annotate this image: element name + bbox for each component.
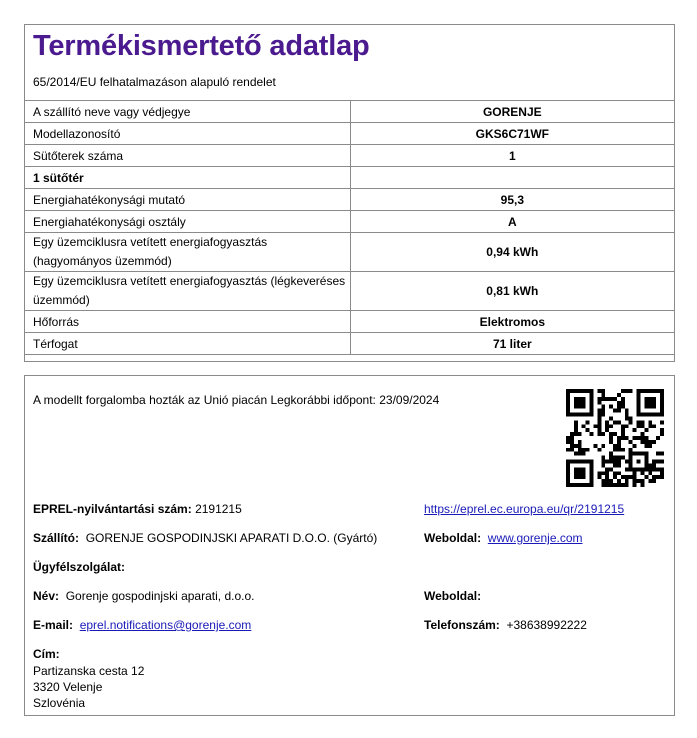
eprel-label: EPREL-nyilvántartási szám: bbox=[33, 502, 192, 516]
row-value: 71 liter bbox=[350, 333, 674, 355]
customer-service-heading: Ügyfélszolgálat: bbox=[33, 560, 126, 574]
table-row bbox=[25, 101, 675, 123]
row-value: GKS6C71WF bbox=[350, 123, 674, 145]
row-label: Modellazonosító bbox=[25, 123, 351, 145]
row-label: Energiahatékonysági osztály bbox=[25, 211, 351, 233]
phone-line bbox=[424, 618, 587, 632]
name-value: Gorenje gospodinjski aparati, d.o.o. bbox=[65, 589, 255, 603]
row-value bbox=[350, 167, 674, 189]
address-line: 3320 Velenje bbox=[33, 680, 103, 694]
row-value: Elektromos bbox=[350, 311, 674, 333]
row-label: Hőforrás bbox=[25, 311, 351, 333]
section-label: 1 sütőtér bbox=[25, 167, 351, 189]
contact-name-line bbox=[33, 589, 254, 603]
eprel-number bbox=[33, 502, 242, 516]
table-row bbox=[25, 233, 675, 272]
website-label: Weboldal: bbox=[424, 531, 482, 545]
row-label: Térfogat bbox=[25, 333, 351, 355]
table-row bbox=[25, 311, 675, 333]
email-line bbox=[33, 618, 251, 632]
table-row bbox=[25, 211, 675, 233]
website-line bbox=[424, 531, 583, 545]
row-label: Sütőterek száma bbox=[25, 145, 351, 167]
address-block bbox=[33, 663, 144, 711]
row-value: 0,94 kWh bbox=[350, 233, 674, 272]
row-value: A bbox=[350, 211, 674, 233]
address-line: Partizanska cesta 12 bbox=[33, 664, 145, 678]
phone-value: +38638992222 bbox=[506, 618, 587, 632]
eprel-value: 2191215 bbox=[195, 502, 242, 516]
row-label-line1: Egy üzemciklusra vetített energiafogyasztás bbox=[33, 235, 268, 249]
row-label: Energiahatékonysági mutató bbox=[25, 189, 351, 211]
name-label: Név: bbox=[33, 589, 60, 603]
spec-table bbox=[24, 100, 675, 355]
row-label-line2: üzemmód) bbox=[33, 293, 90, 307]
row-label-line2: (hagyományos üzemmód) bbox=[33, 254, 172, 268]
qr-code-icon bbox=[566, 389, 664, 487]
address-label: Cím: bbox=[33, 647, 60, 661]
row-label bbox=[25, 233, 351, 272]
row-value: GORENJE bbox=[350, 101, 674, 123]
table-row bbox=[25, 272, 675, 311]
supplier-info-box bbox=[24, 375, 675, 716]
table-row bbox=[25, 123, 675, 145]
table-row bbox=[25, 333, 675, 355]
row-value: 1 bbox=[350, 145, 674, 167]
supplier-line bbox=[33, 531, 377, 545]
table-row bbox=[25, 145, 675, 167]
row-value: 0,81 kWh bbox=[350, 272, 674, 311]
row-label-line1: Egy üzemciklusra vetített energiafogyasztás (légkeveréses bbox=[33, 274, 346, 288]
market-date-text: A modellt forgalomba hozták az Unió piacán Legkorábbi időpont: 23/09/2024 bbox=[33, 393, 440, 407]
website2-label: Weboldal: bbox=[424, 589, 482, 603]
supplier-label: Szállító: bbox=[33, 531, 80, 545]
website-link[interactable]: www.gorenje.com bbox=[487, 531, 583, 545]
product-sheet-box bbox=[24, 24, 675, 362]
row-label bbox=[25, 272, 351, 311]
eprel-link[interactable]: https://eprel.ec.europa.eu/qr/2191215 bbox=[424, 502, 625, 516]
phone-label: Telefonszám: bbox=[424, 618, 500, 632]
table-row bbox=[25, 189, 675, 211]
row-value: 95,3 bbox=[350, 189, 674, 211]
regulation-subtitle: 65/2014/EU felhatalmazáson alapuló rendelet bbox=[33, 75, 276, 89]
row-label: A szállító neve vagy védjegye bbox=[25, 101, 351, 123]
section-row bbox=[25, 167, 675, 189]
email-link[interactable]: eprel.notifications@gorenje.com bbox=[79, 618, 252, 632]
address-line: Szlovénia bbox=[33, 696, 86, 710]
supplier-value: GORENJE GOSPODINJSKI APARATI D.O.O. (Gyártó) bbox=[85, 531, 378, 545]
page-title: Termékismertető adatlap bbox=[33, 30, 370, 62]
email-label: E-mail: bbox=[33, 618, 74, 632]
